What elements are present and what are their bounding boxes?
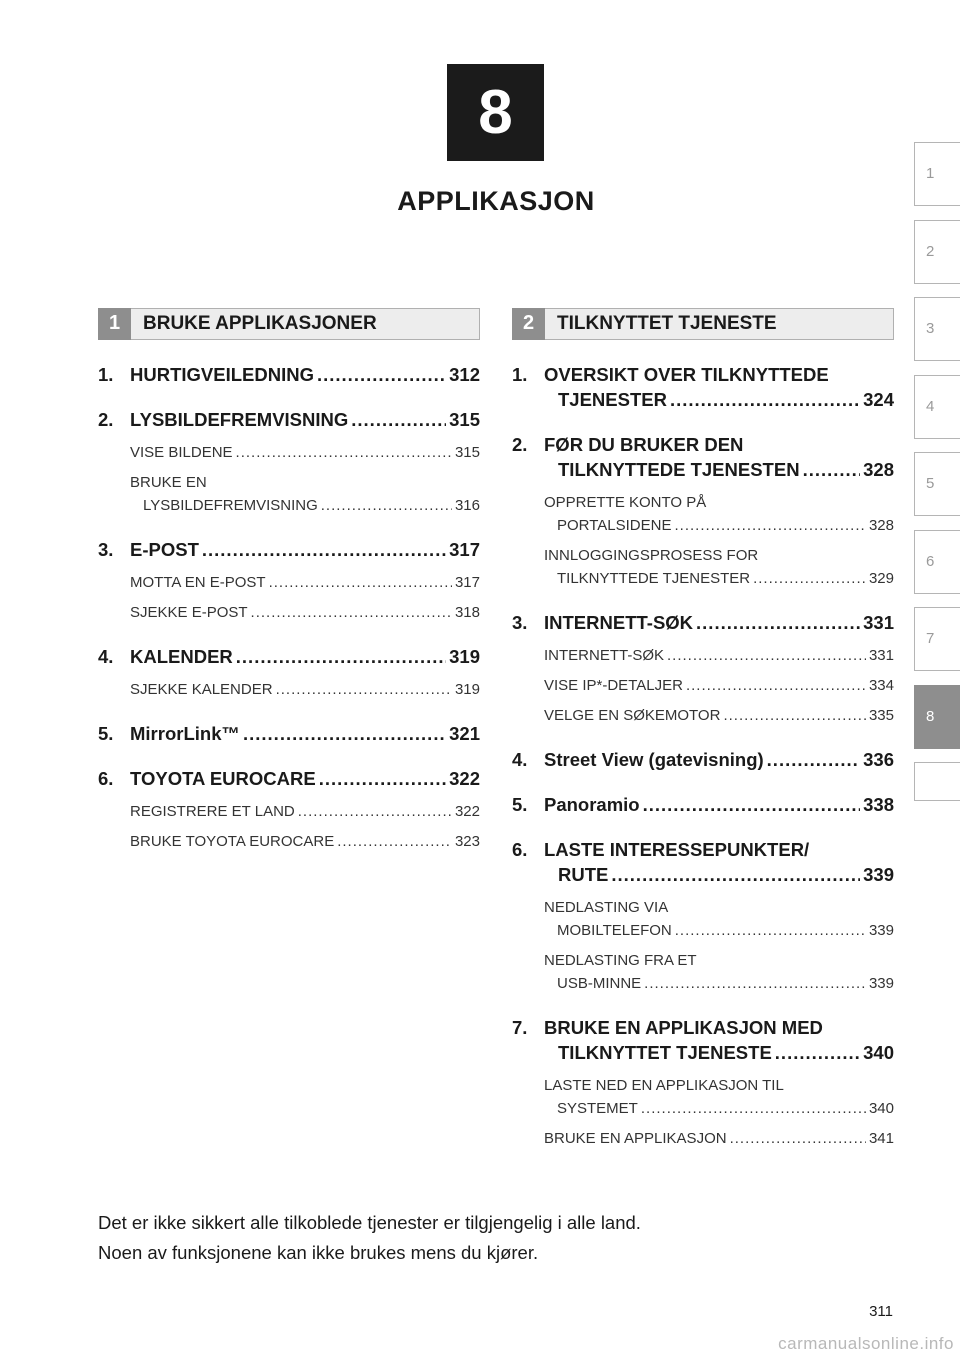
- entry-page: 315: [449, 409, 480, 430]
- chapter-tab-1[interactable]: [914, 142, 960, 206]
- dot-leader: [686, 674, 866, 697]
- toc-column-1: [98, 362, 480, 853]
- dot-leader: [775, 1040, 860, 1065]
- entry-number: 6.: [512, 839, 528, 860]
- subentry-title: LASTE NED EN APPLIKASJON TIL: [544, 1077, 784, 1094]
- chapter-tab-blank[interactable]: [914, 762, 960, 801]
- entry-title: OVERSIKT OVER TILKNYTTEDE: [544, 364, 829, 385]
- entry-page: 322: [449, 768, 480, 789]
- dot-leader: [753, 567, 866, 590]
- subentry-page: 323: [454, 833, 480, 850]
- dot-leader: [351, 407, 446, 432]
- toc-subentry[interactable]: [544, 704, 894, 727]
- toc-subentry[interactable]: [130, 601, 480, 624]
- toc-subentry[interactable]: [130, 678, 480, 701]
- entry-page: 336: [863, 749, 894, 770]
- chapter-tab-7[interactable]: [914, 607, 960, 671]
- subentry-title: OPPRETTE KONTO PÅ: [544, 494, 707, 511]
- dot-leader: [643, 792, 861, 817]
- toc-entry[interactable]: [512, 362, 894, 412]
- section-header-2: [512, 308, 894, 340]
- subentry-page: 317: [454, 574, 480, 591]
- toc-entry[interactable]: [98, 407, 480, 432]
- toc-subentry[interactable]: [544, 674, 894, 697]
- subentry-page: 341: [868, 1130, 894, 1147]
- subentry-title: VELGE EN SØKEMOTOR: [544, 707, 721, 724]
- dot-leader: [667, 644, 866, 667]
- entry-title: HURTIGVEILEDNING: [130, 364, 314, 385]
- subentry-title: BRUKE EN: [130, 474, 207, 491]
- entry-number: 6.: [98, 768, 114, 789]
- chapter-tab-label: 6: [926, 552, 935, 570]
- section-number: 2: [512, 308, 545, 340]
- chapter-tab-label: 1: [926, 165, 935, 182]
- subentry-title: MOTTA EN E-POST: [130, 574, 266, 591]
- chapter-tab-label: 7: [926, 630, 935, 647]
- chapter-tab-label: 3: [926, 320, 935, 337]
- dot-leader: [767, 747, 860, 772]
- subentry-title: SYSTEMET: [557, 1100, 638, 1117]
- entry-page: 317: [449, 539, 480, 560]
- toc-entry[interactable]: [98, 537, 480, 562]
- dot-leader: [723, 704, 866, 727]
- toc-subentry[interactable]: [544, 1074, 894, 1120]
- toc-subentry[interactable]: [544, 544, 894, 590]
- chapter-number: 8: [478, 78, 513, 147]
- subentry-page: 339: [868, 975, 894, 992]
- chapter-tab-label: 4: [926, 397, 935, 415]
- entry-title: INTERNETT-SØK: [544, 612, 694, 633]
- dot-leader: [321, 494, 452, 517]
- subentry-title: INNLOGGINGSPROSESS FOR: [544, 547, 759, 564]
- entry-title: TOYOTA EUROCARE: [130, 768, 316, 789]
- subentry-title: VISE IP*-DETALJER: [544, 677, 683, 694]
- chapter-tab-4[interactable]: [914, 375, 960, 439]
- dot-leader: [337, 830, 452, 853]
- entry-title: KALENDER: [130, 646, 233, 667]
- entry-page: 331: [863, 612, 894, 633]
- toc-subentry[interactable]: [130, 441, 480, 464]
- chapter-tab-label: 2: [926, 242, 935, 260]
- page-number: 311: [869, 1303, 893, 1320]
- subentry-title: VISE BILDENE: [130, 444, 233, 461]
- toc-entry[interactable]: [98, 721, 480, 746]
- entry-title: LYSBILDEFREMVISNING: [130, 409, 349, 430]
- toc-entry[interactable]: [512, 792, 894, 817]
- entry-page: 321: [449, 723, 480, 744]
- section-header-1: [98, 308, 480, 340]
- section-number: 1: [98, 308, 131, 340]
- section-title: TILKNYTTET TJENESTE: [557, 313, 777, 334]
- chapter-number-box: [447, 64, 544, 161]
- chapter-tabs: [914, 142, 960, 815]
- subentry-page: 331: [868, 647, 894, 664]
- entry-title: RUTE: [558, 864, 609, 885]
- entry-page: 324: [863, 389, 894, 410]
- availability-note: [98, 1208, 641, 1268]
- entry-number: 1.: [98, 364, 114, 385]
- entry-number: 1.: [512, 364, 528, 385]
- dot-leader: [243, 721, 446, 746]
- watermark: carmanualsonline.info: [778, 1334, 954, 1353]
- subentry-page: 340: [868, 1100, 894, 1117]
- subentry-page: 319: [454, 681, 480, 698]
- dot-leader: [730, 1127, 866, 1150]
- entry-number: 5.: [512, 794, 528, 815]
- entry-title: Panoramio: [544, 794, 640, 815]
- subentry-title: MOBILTELEFON: [557, 922, 672, 939]
- entry-page: 328: [863, 459, 894, 480]
- entry-page: 338: [863, 794, 894, 815]
- toc-entry[interactable]: [512, 610, 894, 635]
- dot-leader: [298, 800, 452, 823]
- entry-page: 339: [863, 864, 894, 885]
- toc-subentry[interactable]: [130, 800, 480, 823]
- toc-subentry[interactable]: [130, 571, 480, 594]
- subentry-title: USB-MINNE: [557, 975, 642, 992]
- toc-column-2: [512, 362, 894, 1150]
- subentry-page: 339: [868, 922, 894, 939]
- entry-page: 319: [449, 646, 480, 667]
- dot-leader: [611, 862, 860, 887]
- dot-leader: [236, 644, 446, 669]
- toc-subentry[interactable]: [130, 471, 480, 517]
- subentry-page: 329: [868, 570, 894, 587]
- dot-leader: [251, 601, 452, 624]
- subentry-page: 322: [454, 803, 480, 820]
- subentry-title: REGISTRERE ET LAND: [130, 803, 295, 820]
- toc-entry[interactable]: [512, 747, 894, 772]
- entry-number: 2.: [98, 409, 114, 430]
- chapter-tab-3[interactable]: [914, 297, 960, 361]
- note-line: Noen av funksjonene kan ikke brukes mens du kjører.: [98, 1242, 539, 1263]
- entry-title: LASTE INTERESSEPUNKTER/: [544, 839, 810, 860]
- entry-title: TILKNYTTEDE TJENESTEN: [558, 459, 800, 480]
- entry-page: 312: [449, 364, 480, 385]
- subentry-page: 315: [454, 444, 480, 461]
- toc-entry[interactable]: [512, 1015, 894, 1065]
- entry-title: FØR DU BRUKER DEN: [544, 434, 744, 455]
- subentry-page: 318: [454, 604, 480, 621]
- entry-number: 4.: [512, 749, 528, 770]
- entry-title: TJENESTER: [558, 389, 667, 410]
- toc-entry[interactable]: [98, 362, 480, 387]
- toc-subentry[interactable]: [130, 830, 480, 853]
- toc-subentry[interactable]: [544, 896, 894, 942]
- entry-number: 2.: [512, 434, 528, 455]
- entry-title: Street View (gatevisning): [544, 749, 764, 770]
- chapter-tab-2[interactable]: [914, 220, 960, 284]
- chapter-tab-label: 8: [926, 707, 935, 725]
- dot-leader: [276, 678, 452, 701]
- toc-entry[interactable]: [98, 766, 480, 791]
- subentry-title: INTERNETT-SØK: [544, 647, 665, 664]
- toc-entry[interactable]: [512, 432, 894, 482]
- chapter-tab-8[interactable]: [914, 685, 960, 749]
- dot-leader: [675, 919, 866, 942]
- chapter-tab-label: 5: [926, 475, 935, 492]
- dot-leader: [641, 1097, 866, 1120]
- entry-title: MirrorLink™: [130, 723, 240, 744]
- entry-title: BRUKE EN APPLIKASJON MED: [544, 1017, 823, 1038]
- entry-title: TILKNYTTET TJENESTE: [558, 1042, 772, 1063]
- dot-leader: [803, 457, 861, 482]
- entry-number: 5.: [98, 723, 114, 744]
- dot-leader: [674, 514, 865, 537]
- toc-subentry[interactable]: [544, 491, 894, 537]
- toc-entry[interactable]: [98, 644, 480, 669]
- entry-number: 3.: [98, 539, 114, 560]
- section-title: BRUKE APPLIKASJONER: [143, 313, 377, 334]
- chapter-title: APPLIKASJON: [397, 186, 595, 216]
- dot-leader: [644, 972, 866, 995]
- entry-number: 3.: [512, 612, 528, 633]
- dot-leader: [236, 441, 452, 464]
- subentry-page: 335: [868, 707, 894, 724]
- note-line: Det er ikke sikkert alle tilkoblede tjenester er tilgjengelig i alle land.: [98, 1212, 641, 1233]
- subentry-title: NEDLASTING FRA ET: [544, 952, 697, 969]
- dot-leader: [317, 362, 446, 387]
- subentry-page: 328: [868, 517, 894, 534]
- subentry-page: 334: [868, 677, 894, 694]
- subentry-title: SJEKKE KALENDER: [130, 681, 273, 698]
- subentry-title: TILKNYTTEDE TJENESTER: [557, 570, 751, 587]
- dot-leader: [269, 571, 452, 594]
- subentry-title: NEDLASTING VIA: [544, 899, 669, 916]
- entry-number: 4.: [98, 646, 114, 667]
- chapter-tab-6[interactable]: [914, 530, 960, 594]
- dot-leader: [670, 387, 860, 412]
- dot-leader: [202, 537, 446, 562]
- subentry-title: LYSBILDEFREMVISNING: [143, 497, 318, 514]
- subentry-title: BRUKE TOYOTA EUROCARE: [130, 833, 335, 850]
- subentry-title: SJEKKE E-POST: [130, 604, 248, 621]
- entry-title: E-POST: [130, 539, 199, 560]
- entry-number: 7.: [512, 1017, 528, 1038]
- toc-entry[interactable]: [512, 837, 894, 887]
- toc-subentry[interactable]: [544, 949, 894, 995]
- entry-page: 340: [863, 1042, 894, 1063]
- chapter-tab-5[interactable]: [914, 452, 960, 516]
- subentry-page: 316: [454, 497, 480, 514]
- dot-leader: [696, 610, 860, 635]
- toc-subentry[interactable]: [544, 1127, 894, 1150]
- toc-subentry[interactable]: [544, 644, 894, 667]
- dot-leader: [319, 766, 446, 791]
- subentry-title: PORTALSIDENE: [557, 517, 672, 534]
- subentry-title: BRUKE EN APPLIKASJON: [544, 1130, 727, 1147]
